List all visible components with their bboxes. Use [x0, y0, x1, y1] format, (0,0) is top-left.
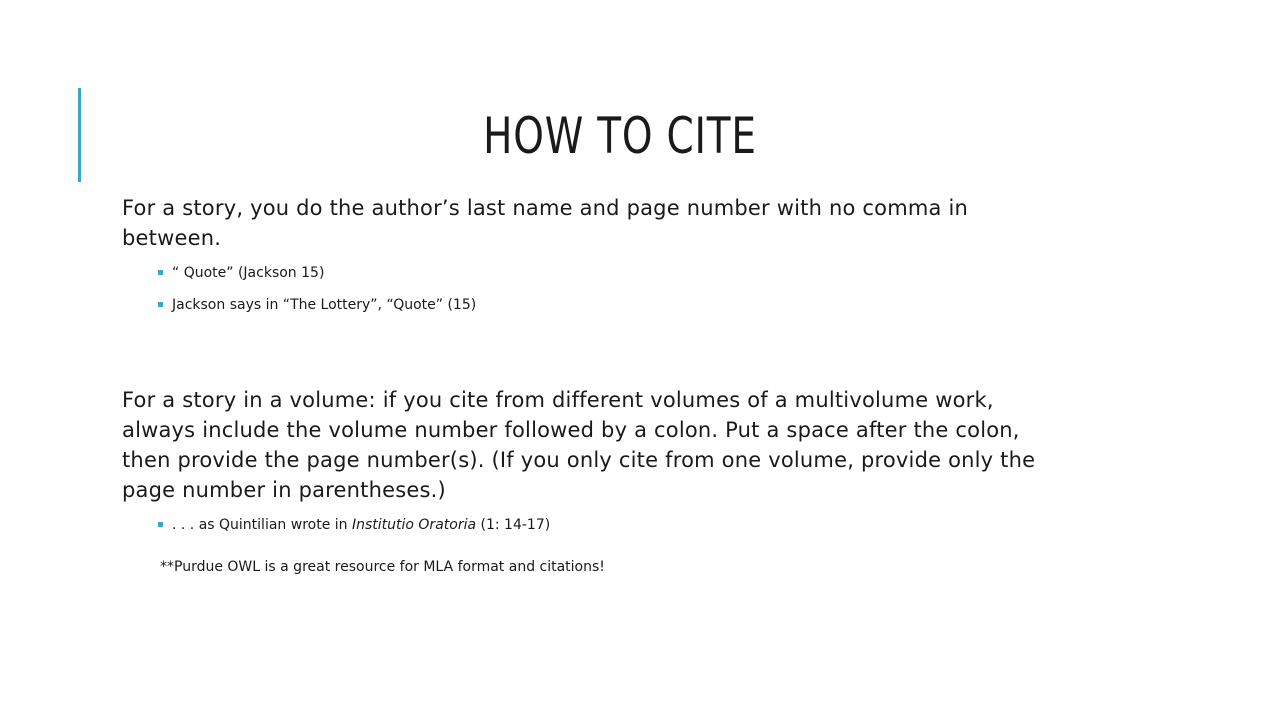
title-accent-bar: [78, 88, 81, 182]
resource-note: **Purdue OWL is a great resource for MLA format and citations!: [160, 559, 605, 575]
story-citation-paragraph: For a story, you do the author’s last name and page number with no comma in between.: [122, 196, 968, 250]
bullet-square-icon: [158, 270, 163, 275]
slide-title: HOW TO CITE: [483, 107, 757, 165]
example-work-title: Institutio Oratoria: [351, 517, 477, 533]
slide-body: [122, 193, 1072, 577]
example-text-suffix: (1: 14-17): [476, 517, 551, 533]
example-text: Jackson says in “The Lottery”, “Quote” (15): [172, 297, 477, 313]
volume-citation-examples: [122, 515, 1072, 535]
list-item: [158, 295, 1072, 315]
volume-citation-paragraph: For a story in a volume: if you cite from different volumes of a multivolume work, always include the volume number followed by a colon. Put a space after the colon, then provide the page number(s). (If you only cite from one volume, provide only the page number in parentheses.): [122, 388, 1036, 502]
bullet-square-icon: [158, 302, 163, 307]
spacer: [122, 327, 1072, 385]
list-item: [158, 263, 1072, 283]
bullet-square-icon: [158, 522, 163, 527]
example-text: “ Quote” (Jackson 15): [172, 265, 325, 281]
example-text-prefix: . . . as Quintilian wrote in: [172, 517, 352, 533]
list-item: [158, 515, 1072, 535]
story-citation-examples: [122, 263, 1072, 315]
